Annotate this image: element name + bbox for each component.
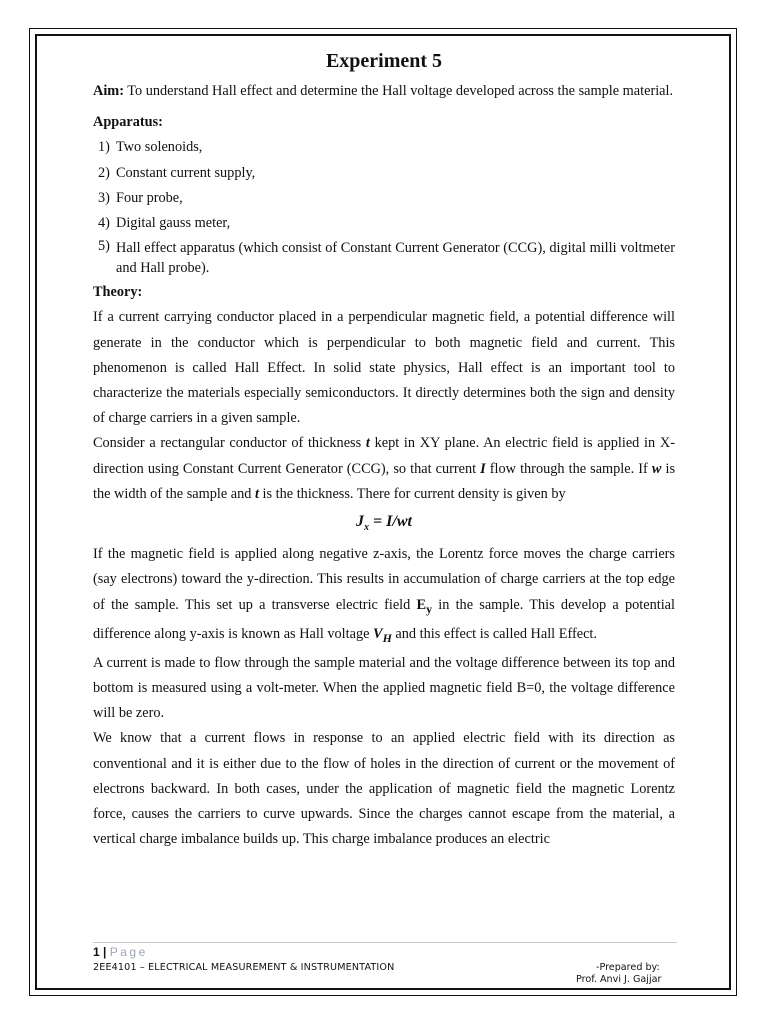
page-number bbox=[93, 945, 148, 959]
author-name: Prof. Anvi J. Gajjar bbox=[576, 974, 662, 985]
formula-expression: = I/wt bbox=[369, 513, 412, 531]
symbol-current: I bbox=[480, 460, 486, 477]
text-run: is the thickness. There for current density is given by bbox=[258, 485, 566, 502]
theory-paragraph-5: We know that a current flows in response to an applied electric field with its direction as conventional and it is either due to the flow of holes in the direction of current or the movement of electrons backward. In both cases, under the application of magnetic field the magnetic Lorentz force, causes the carriers to curve upwards. Since the charges cannot escape from the material, a vertical charge imbalance builds up. This charge imbalance produces an electric bbox=[93, 730, 675, 848]
apparatus-item bbox=[93, 161, 675, 186]
apparatus-item-text: Constant current supply, bbox=[116, 164, 256, 181]
page-number-separator: | bbox=[99, 945, 110, 959]
page-number-value: 1 bbox=[93, 945, 100, 959]
theory-paragraph-3 bbox=[93, 542, 675, 651]
footer-divider bbox=[93, 942, 677, 943]
apparatus-item-number: 4) bbox=[98, 215, 110, 232]
symbol-thickness: t bbox=[365, 435, 370, 452]
theory-paragraph-2 bbox=[93, 431, 675, 507]
aim-text: To understand Hall effect and determine the Hall voltage developed across the sample material. bbox=[123, 83, 674, 99]
document-body bbox=[93, 48, 675, 852]
page-title: Experiment 5 bbox=[325, 50, 443, 72]
symbol-subscript: y bbox=[426, 601, 433, 616]
formula-symbol: J bbox=[356, 513, 365, 531]
aim-paragraph bbox=[93, 79, 675, 104]
formula-subscript: x bbox=[364, 522, 370, 534]
theory-heading: Theory: bbox=[93, 284, 143, 301]
current-density-formula bbox=[93, 507, 675, 542]
text-run: If the magnetic field is applied along negative z-axis, the Lorentz force moves the charge carriers (say electrons) toward the y-direction. This results in accumulation of charge carriers at the top edge of the sample. This set up a transverse electric field bbox=[93, 546, 675, 613]
apparatus-item bbox=[93, 135, 675, 160]
course-code: 2EE4101 – ELECTRICAL MEASUREMENT & INSTRUMENTATION bbox=[93, 962, 395, 973]
text-run: is the width of the sample and bbox=[93, 460, 676, 502]
aim-label: Aim: bbox=[93, 83, 124, 99]
apparatus-item-text: Two solenoids, bbox=[116, 139, 203, 156]
apparatus-list bbox=[93, 135, 675, 278]
apparatus-item-text: Four probe, bbox=[116, 189, 183, 206]
text-run: kept in XY plane. An electric field is applied in X-direction using Constant Current Generator (CCG), so that current bbox=[93, 435, 675, 477]
apparatus-item bbox=[93, 211, 675, 236]
apparatus-item bbox=[93, 236, 675, 278]
prepared-by: -Prepared by: bbox=[596, 962, 660, 973]
theory-paragraph-1: If a current carrying conductor placed in a perpendicular magnetic field, a potential difference will generate in the conductor which is perpendicular to both magnetic field and current. This phenomenon is called Hall Effect. In solid state physics, Hall effect is an important tool to characterize the materials especially semiconductors. It directly determines both the sign and density of charge carriers in a given sample. bbox=[93, 309, 675, 427]
apparatus-heading: Apparatus: bbox=[93, 114, 163, 131]
apparatus-item-text: Hall effect apparatus (which consist of Constant Current Generator (CCG), digital milli voltmeter and Hall probe). bbox=[116, 240, 675, 277]
symbol-thickness: t bbox=[255, 485, 259, 502]
text-run: Consider a rectangular conductor of thickness bbox=[93, 435, 366, 452]
symbol-width: w bbox=[651, 460, 662, 477]
theory-paragraph-4: A current is made to flow through the sample material and the voltage difference between its top and bottom is measured using a volt-meter. When the applied magnetic field B=0, the voltage difference will be zero. bbox=[93, 654, 675, 722]
apparatus-item-number: 1) bbox=[98, 139, 110, 156]
apparatus-item-text: Digital gauss meter, bbox=[116, 215, 231, 232]
apparatus-item bbox=[93, 186, 675, 211]
apparatus-item-number: 5) bbox=[98, 238, 110, 255]
symbol-hall-voltage: V bbox=[373, 625, 383, 642]
page-word: Page bbox=[109, 945, 148, 959]
symbol-electric-field: E bbox=[416, 596, 427, 613]
apparatus-item-number: 3) bbox=[98, 189, 110, 206]
symbol-subscript: H bbox=[382, 630, 392, 645]
apparatus-item-number: 2) bbox=[98, 164, 110, 181]
text-run: in the sample. This develop a potential difference along y-axis is known as Hall voltage bbox=[93, 596, 675, 642]
text-run: flow through the sample. If bbox=[485, 460, 652, 477]
text-run: and this effect is called Hall Effect. bbox=[391, 625, 597, 642]
